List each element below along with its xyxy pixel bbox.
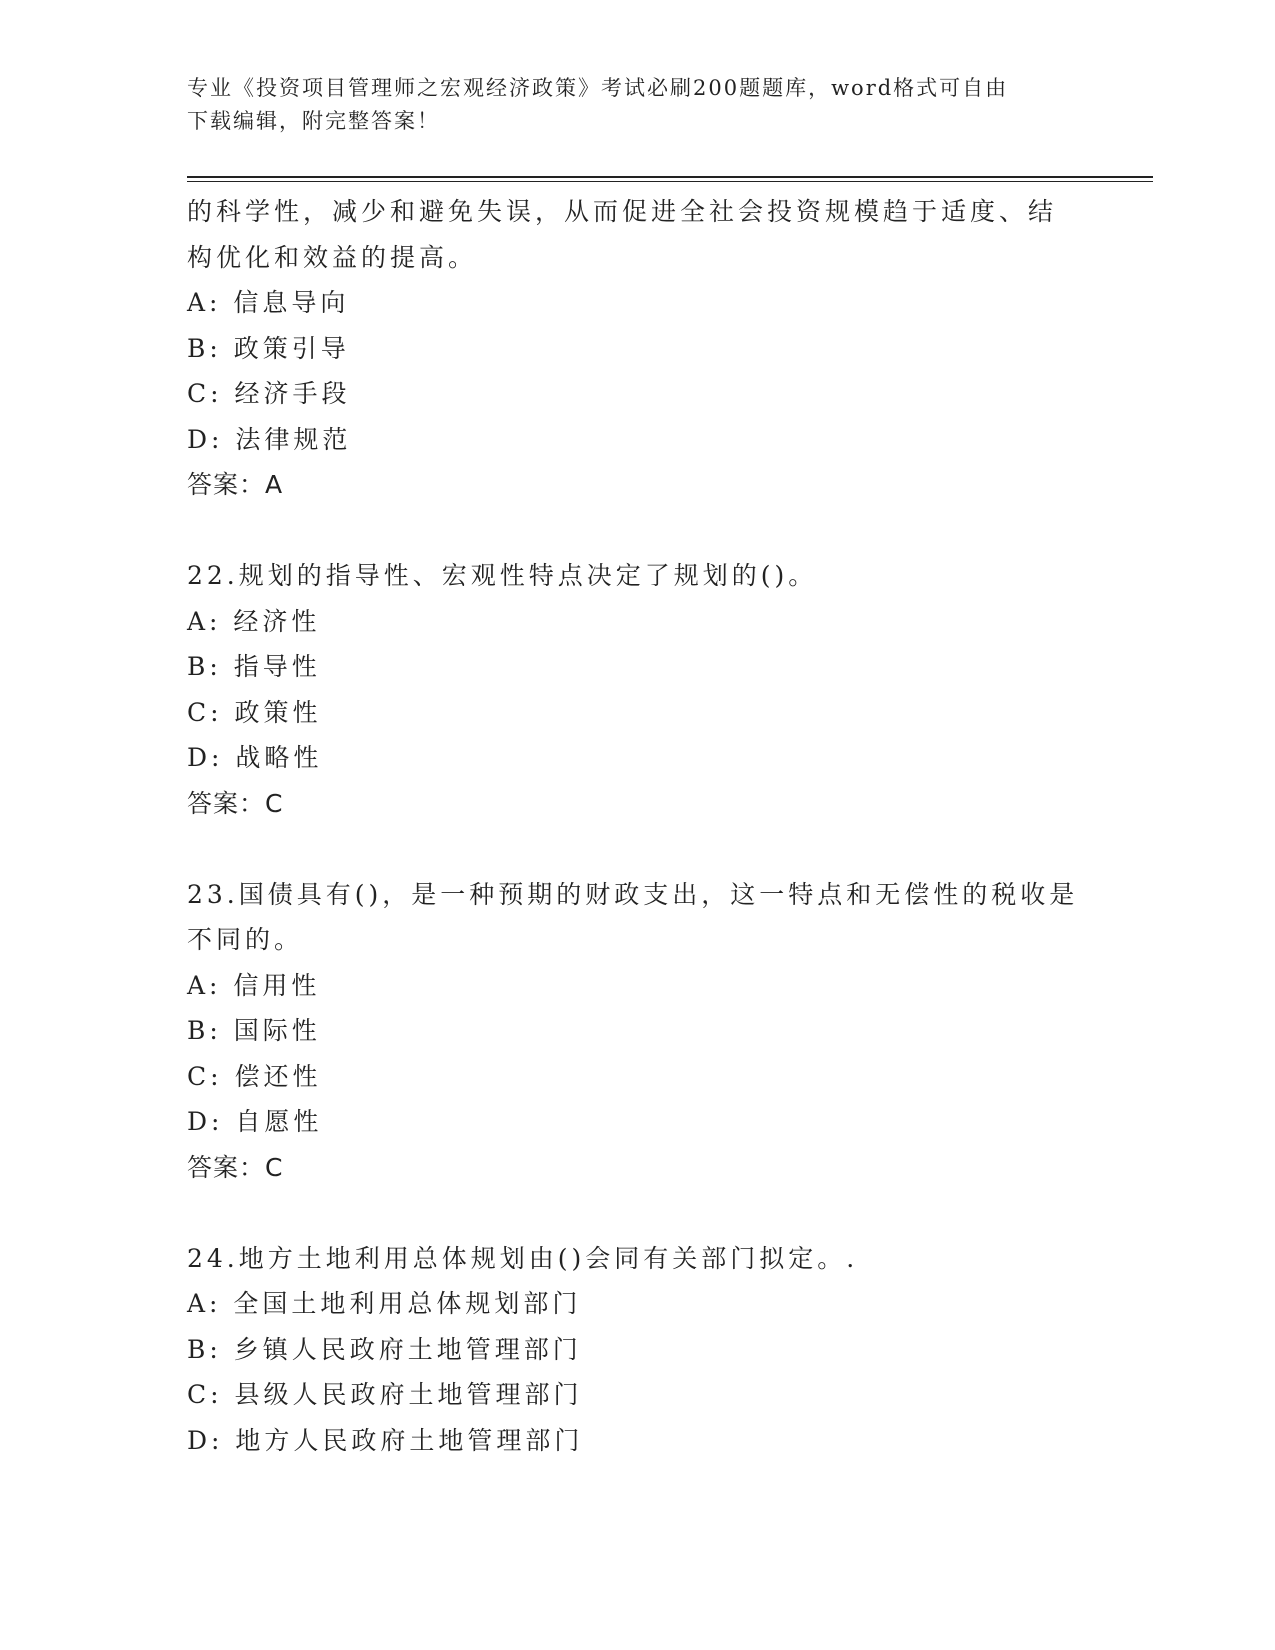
option-a: A: 全国土地利用总体规划部门 <box>187 1289 582 1318</box>
option-c: C: 偿还性 <box>187 1061 322 1091</box>
option-d: D: 法律规范 <box>187 424 352 454</box>
option-a: A: 信用性 <box>187 970 321 1000</box>
answer: 答案：C <box>187 788 284 818</box>
answer: 答案：C <box>187 1152 284 1182</box>
question-text: 不同的。 <box>187 925 304 954</box>
question-block-23 <box>187 872 1087 1191</box>
question-block-22 <box>187 553 1087 826</box>
question-text: 23.国债具有()，是一种预期的财政支出，这一特点和无偿性的税收是 <box>187 879 1079 909</box>
option-d: D: 地方人民政府土地管理部门 <box>187 1425 584 1455</box>
header-line-1: 专业《投资项目管理师之宏观经济政策》考试必刷200题题库，word格式可自由 <box>187 76 1009 100</box>
document-body <box>187 189 1087 1463</box>
option-d: D: 自愿性 <box>187 1107 323 1136</box>
option-a: A: 信息导向 <box>187 288 350 317</box>
option-c: C: 县级人民政府土地管理部门 <box>187 1380 583 1409</box>
answer: 答案：A <box>187 470 284 499</box>
header-rule-thick <box>187 176 1153 178</box>
option-c: C: 经济手段 <box>187 379 351 408</box>
question-text: 22.规划的指导性、宏观性特点决定了规划的()。 <box>187 561 818 590</box>
option-b: B: 指导性 <box>187 652 321 681</box>
document-header <box>187 72 1087 138</box>
option-d: D: 战略性 <box>187 743 323 772</box>
option-a: A: 经济性 <box>187 606 321 636</box>
question-text: 24.地方土地利用总体规划由()会同有关部门拟定。. <box>187 1243 859 1273</box>
spacer <box>187 826 1087 872</box>
header-rule-thin <box>187 181 1153 182</box>
spacer <box>187 508 1087 554</box>
spacer <box>187 1190 1087 1236</box>
option-b: B: 乡镇人民政府土地管理部门 <box>187 1334 582 1364</box>
question-block-21 <box>187 189 1087 508</box>
option-b: B: 国际性 <box>187 1016 321 1045</box>
question-text: 构优化和效益的提高。 <box>187 242 478 272</box>
question-block-24 <box>187 1236 1087 1464</box>
header-line-2: 下载编辑，附完整答案！ <box>187 109 440 133</box>
option-c: C: 政策性 <box>187 697 322 727</box>
option-b: B: 政策引导 <box>187 333 350 363</box>
question-text: 的科学性，减少和避免失误，从而促进全社会投资规模趋于适度、结 <box>187 197 1058 226</box>
